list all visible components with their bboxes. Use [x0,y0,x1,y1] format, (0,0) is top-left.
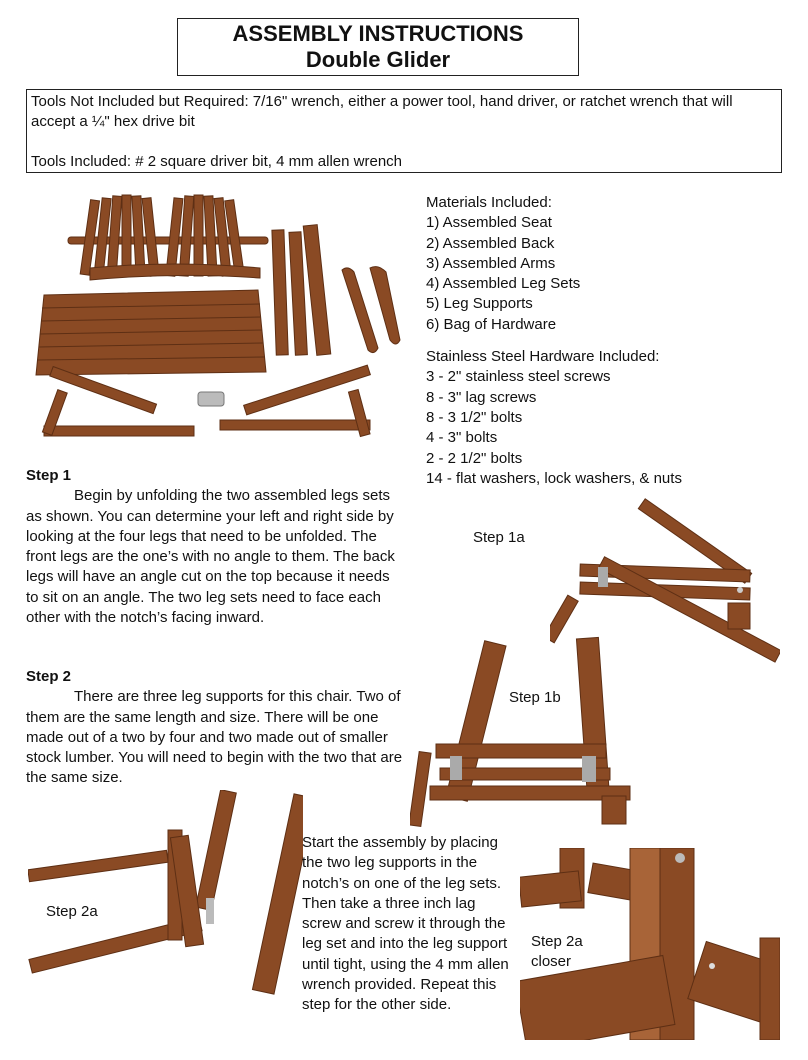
step1a-label: Step 1a [473,529,525,546]
tools-box [26,89,782,173]
list-item: 2 - 2 1/2" bolts [426,449,523,467]
assembled-seat [36,290,266,375]
assembled-arms [342,267,400,353]
product-name: Double Glider [305,47,451,72]
step2a-photo [28,790,303,1000]
list-item: 1) Assembled Seat [426,214,552,232]
list-item: 5) Leg Supports [426,295,533,313]
list-item: 14 - flat washers, lock washers, & nuts [426,469,682,487]
step1-text: Begin by unfolding the two assembled legs sets as shown. You can determine your left and right side by looking at the four legs that need to be unfolded. The front legs are the one’s with no angle to them. The back legs will have an angle cut on the top because it needs to sit on an angle. The two leg sets need to face each other with the notch’s facing inward. [26,487,395,627]
list-item: 2) Assembled Back [426,234,555,252]
step2-instructions: Start the assembly by placing the two leg supports in the notch’s on one of the leg sets. Then take a three inch lag screw and screw it through the leg set and into the leg support until tight, using the 4 mm allen wrench provided. Repeat this step for the other side. [302,834,509,1014]
leg-supports [272,225,331,356]
materials-heading: Materials Included: [426,194,552,211]
step1b-label: Step 1b [509,689,561,706]
step2a-closer-label [531,932,583,972]
step2-text: There are three leg supports for this chair. Two of them are the same length and size. There will be one made out of a two by four and two made out of smaller stock lumber. You will need to begin with the two that are the same size. [26,688,403,787]
step1-heading: Step 1 [26,467,72,484]
list-item: 8 - 3 1/2" bolts [426,408,523,426]
step1-section [26,466,406,628]
hardware-heading: Stainless Steel Hardware Included: [426,348,660,366]
parts-photo [30,190,420,452]
assembled-back [68,195,268,280]
tools-required: Tools Not Included but Required: 7/16" wrench, either a power tool, hand driver, or ratchet wrench that will accept a ¼" hex drive bit [31,93,733,130]
list-item: 4) Assembled Leg Sets [426,275,581,293]
tools-included: Tools Included: # 2 square driver bit, 4 mm allen wrench [31,153,403,170]
step2a-closer-label-line1: Step 2a [531,933,583,950]
step2a-closer-label-line2: closer [531,953,572,970]
list-item: 6) Bag of Hardware [426,315,557,333]
step2-section [26,667,408,789]
step2-heading: Step 2 [26,668,72,685]
list-item: 3 - 2" stainless steel screws [426,368,611,386]
list-item: 3) Assembled Arms [426,254,556,272]
hardware-bag [198,392,224,406]
title-box [177,18,579,76]
materials-list [426,193,786,489]
list-item: 8 - 3" lag screws [426,388,537,406]
page-title: ASSEMBLY INSTRUCTIONS [232,21,524,46]
step1b-photo [410,636,640,828]
step2a-label: Step 2a [46,903,98,920]
list-item: 4 - 3" bolts [426,429,498,447]
